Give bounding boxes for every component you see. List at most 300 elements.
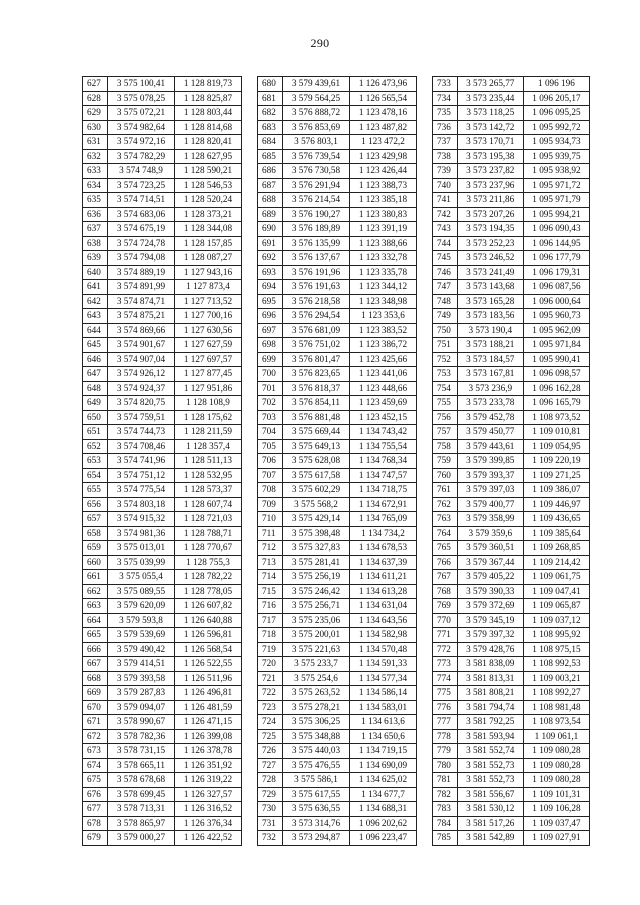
y-coordinate-cell: 1 126 316,52 [175, 802, 242, 817]
table-row [258, 164, 417, 179]
x-coordinate-cell: 3 579 360,51 [457, 541, 523, 556]
y-coordinate-cell: 1 123 452,15 [350, 410, 417, 425]
x-coordinate-cell: 3 581 517,26 [457, 816, 523, 831]
y-coordinate-cell: 1 128 778,05 [175, 584, 242, 599]
y-coordinate-cell: 1 128 157,85 [175, 236, 242, 251]
x-coordinate-cell: 3 575 476,55 [283, 758, 350, 773]
y-coordinate-cell: 1 109 220,19 [523, 454, 589, 469]
table-row [83, 323, 242, 338]
table-row [258, 367, 417, 382]
x-coordinate-cell: 3 575 398,48 [283, 526, 350, 541]
table-row [433, 294, 590, 309]
y-coordinate-cell: 1 126 565,54 [350, 91, 417, 106]
table-row [83, 526, 242, 541]
table-row [83, 178, 242, 193]
x-coordinate-cell: 3 573 165,28 [457, 294, 523, 309]
y-coordinate-cell: 1 109 080,28 [523, 773, 589, 788]
point-number-cell: 673 [83, 744, 108, 759]
point-number-cell: 782 [433, 787, 458, 802]
y-coordinate-cell: 1 128 532,95 [175, 468, 242, 483]
x-coordinate-cell: 3 574 683,06 [108, 207, 175, 222]
table-row [258, 91, 417, 106]
y-coordinate-cell: 1 109 271,25 [523, 468, 589, 483]
x-coordinate-cell: 3 573 246,52 [457, 251, 523, 266]
table-row [258, 323, 417, 338]
x-coordinate-cell: 3 579 405,22 [457, 570, 523, 585]
table-row [83, 744, 242, 759]
x-coordinate-cell: 3 575 100,41 [108, 77, 175, 92]
table-row [433, 729, 590, 744]
point-number-cell: 695 [258, 294, 283, 309]
point-number-cell: 725 [258, 729, 283, 744]
y-coordinate-cell: 1 108 981,48 [523, 700, 589, 715]
point-number-cell: 737 [433, 135, 458, 150]
x-coordinate-cell: 3 578 990,67 [108, 715, 175, 730]
table-row [258, 454, 417, 469]
y-coordinate-cell: 1 095 990,41 [523, 352, 589, 367]
table-row [83, 77, 242, 92]
y-coordinate-cell: 1 126 596,81 [175, 628, 242, 643]
y-coordinate-cell: 1 134 768,34 [350, 454, 417, 469]
x-coordinate-cell: 3 576 294,54 [283, 309, 350, 324]
table-row [83, 773, 242, 788]
table-row [83, 396, 242, 411]
table-row [433, 280, 590, 295]
table-row [258, 686, 417, 701]
point-number-cell: 717 [258, 613, 283, 628]
x-coordinate-cell: 3 576 854,11 [283, 396, 350, 411]
table-row [258, 497, 417, 512]
point-number-cell: 636 [83, 207, 108, 222]
y-coordinate-cell: 1 109 010,81 [523, 425, 589, 440]
x-coordinate-cell: 3 575 628,08 [283, 454, 350, 469]
y-coordinate-cell: 1 109 037,12 [523, 613, 589, 628]
point-number-cell: 774 [433, 671, 458, 686]
y-coordinate-cell: 1 134 719,15 [350, 744, 417, 759]
x-coordinate-cell: 3 573 143,68 [457, 280, 523, 295]
point-number-cell: 701 [258, 381, 283, 396]
y-coordinate-cell: 1 095 934,73 [523, 135, 589, 150]
x-coordinate-cell: 3 575 649,13 [283, 439, 350, 454]
x-coordinate-cell: 3 579 000,27 [108, 831, 175, 846]
x-coordinate-cell: 3 581 552,74 [457, 744, 523, 759]
point-number-cell: 766 [433, 555, 458, 570]
y-coordinate-cell: 1 127 877,45 [175, 367, 242, 382]
table-row [433, 251, 590, 266]
table-row [433, 773, 590, 788]
y-coordinate-cell: 1 127 630,56 [175, 323, 242, 338]
x-coordinate-cell: 3 576 191,63 [283, 280, 350, 295]
y-coordinate-cell: 1 109 080,28 [523, 758, 589, 773]
table-row [83, 251, 242, 266]
y-coordinate-cell: 1 128 546,53 [175, 178, 242, 193]
x-coordinate-cell: 3 574 775,54 [108, 483, 175, 498]
y-coordinate-cell: 1 134 637,39 [350, 555, 417, 570]
x-coordinate-cell: 3 579 390,33 [457, 584, 523, 599]
x-coordinate-cell: 3 575 278,21 [283, 700, 350, 715]
point-number-cell: 683 [258, 120, 283, 135]
y-coordinate-cell: 1 109 446,97 [523, 497, 589, 512]
table-row [433, 338, 590, 353]
table-row [258, 642, 417, 657]
y-coordinate-cell: 1 134 613,6 [350, 715, 417, 730]
table-row [258, 758, 417, 773]
table-row [433, 497, 590, 512]
x-coordinate-cell: 3 575 602,29 [283, 483, 350, 498]
point-number-cell: 669 [83, 686, 108, 701]
point-number-cell: 735 [433, 106, 458, 121]
point-number-cell: 651 [83, 425, 108, 440]
point-number-cell: 681 [258, 91, 283, 106]
x-coordinate-cell: 3 573 237,82 [457, 164, 523, 179]
table-row [83, 468, 242, 483]
x-coordinate-cell: 3 575 254,6 [283, 671, 350, 686]
x-coordinate-cell: 3 578 782,36 [108, 729, 175, 744]
y-coordinate-cell: 1 134 690,09 [350, 758, 417, 773]
table-row [433, 483, 590, 498]
table-row [83, 265, 242, 280]
y-coordinate-cell: 1 126 327,57 [175, 787, 242, 802]
table-row [83, 164, 242, 179]
y-coordinate-cell: 1 134 583,01 [350, 700, 417, 715]
y-coordinate-cell: 1 096 202,62 [350, 816, 417, 831]
y-coordinate-cell: 1 128 211,59 [175, 425, 242, 440]
point-number-cell: 659 [83, 541, 108, 556]
y-coordinate-cell: 1 109 386,07 [523, 483, 589, 498]
y-coordinate-cell: 1 109 101,31 [523, 787, 589, 802]
table-row [83, 410, 242, 425]
point-number-cell: 639 [83, 251, 108, 266]
x-coordinate-cell: 3 575 233,7 [283, 657, 350, 672]
table-row [83, 352, 242, 367]
point-number-cell: 760 [433, 468, 458, 483]
point-number-cell: 754 [433, 381, 458, 396]
y-coordinate-cell: 1 109 080,28 [523, 744, 589, 759]
point-number-cell: 714 [258, 570, 283, 585]
y-coordinate-cell: 1 134 734,2 [350, 526, 417, 541]
table-row [258, 599, 417, 614]
point-number-cell: 694 [258, 280, 283, 295]
table-row [433, 439, 590, 454]
x-coordinate-cell: 3 579 414,51 [108, 657, 175, 672]
table-row [258, 236, 417, 251]
x-coordinate-cell: 3 573 241,49 [457, 265, 523, 280]
y-coordinate-cell: 1 128 788,71 [175, 526, 242, 541]
x-coordinate-cell: 3 576 681,09 [283, 323, 350, 338]
table-row [433, 599, 590, 614]
point-number-cell: 657 [83, 512, 108, 527]
point-number-cell: 783 [433, 802, 458, 817]
table-row [433, 831, 590, 846]
point-number-cell: 710 [258, 512, 283, 527]
table-row [258, 352, 417, 367]
table-row [83, 91, 242, 106]
point-number-cell: 708 [258, 483, 283, 498]
table-row [83, 439, 242, 454]
x-coordinate-cell: 3 576 218,58 [283, 294, 350, 309]
y-coordinate-cell: 1 134 677,7 [350, 787, 417, 802]
x-coordinate-cell: 3 575 221,63 [283, 642, 350, 657]
table-row [433, 410, 590, 425]
point-number-cell: 685 [258, 149, 283, 164]
y-coordinate-cell: 1 123 353,6 [350, 309, 417, 324]
y-coordinate-cell: 1 127 700,16 [175, 309, 242, 324]
point-number-cell: 772 [433, 642, 458, 657]
point-number-cell: 726 [258, 744, 283, 759]
table-row [433, 135, 590, 150]
x-coordinate-cell: 3 576 739,54 [283, 149, 350, 164]
y-coordinate-cell: 1 134 591,33 [350, 657, 417, 672]
y-coordinate-cell: 1 134 718,75 [350, 483, 417, 498]
point-number-cell: 653 [83, 454, 108, 469]
x-coordinate-cell: 3 579 564,25 [283, 91, 350, 106]
x-coordinate-cell: 3 575 246,42 [283, 584, 350, 599]
table-row [83, 425, 242, 440]
y-coordinate-cell: 1 126 481,59 [175, 700, 242, 715]
x-coordinate-cell: 3 579 372,69 [457, 599, 523, 614]
y-coordinate-cell: 1 134 650,6 [350, 729, 417, 744]
y-coordinate-cell: 1 109 003,21 [523, 671, 589, 686]
point-number-cell: 658 [83, 526, 108, 541]
table-row [258, 338, 417, 353]
coordinate-tables [82, 76, 590, 843]
table-row [83, 671, 242, 686]
point-number-cell: 642 [83, 294, 108, 309]
x-coordinate-cell: 3 576 801,47 [283, 352, 350, 367]
table-row [433, 526, 590, 541]
y-coordinate-cell: 1 134 570,48 [350, 642, 417, 657]
page-number: 290 [310, 36, 330, 50]
y-coordinate-cell: 1 128 511,13 [175, 454, 242, 469]
point-number-cell: 645 [83, 338, 108, 353]
table-row [83, 584, 242, 599]
point-number-cell: 727 [258, 758, 283, 773]
point-number-cell: 722 [258, 686, 283, 701]
point-number-cell: 671 [83, 715, 108, 730]
point-number-cell: 630 [83, 120, 108, 135]
point-number-cell: 780 [433, 758, 458, 773]
y-coordinate-cell: 1 126 319,22 [175, 773, 242, 788]
y-coordinate-cell: 1 123 478,16 [350, 106, 417, 121]
y-coordinate-cell: 1 128 357,4 [175, 439, 242, 454]
y-coordinate-cell: 1 096 223,47 [350, 831, 417, 846]
y-coordinate-cell: 1 128 814,68 [175, 120, 242, 135]
x-coordinate-cell: 3 579 399,85 [457, 454, 523, 469]
point-number-cell: 748 [433, 294, 458, 309]
x-coordinate-cell: 3 574 901,67 [108, 338, 175, 353]
table-row [433, 106, 590, 121]
table-row [433, 164, 590, 179]
point-number-cell: 677 [83, 802, 108, 817]
table-row [258, 657, 417, 672]
y-coordinate-cell: 1 128 825,87 [175, 91, 242, 106]
table-row [83, 642, 242, 657]
x-coordinate-cell: 3 573 183,56 [457, 309, 523, 324]
table-row [258, 671, 417, 686]
y-coordinate-cell: 1 095 960,73 [523, 309, 589, 324]
x-coordinate-cell: 3 576 191,96 [283, 265, 350, 280]
table-row [433, 613, 590, 628]
point-number-cell: 690 [258, 222, 283, 237]
y-coordinate-cell: 1 096 000,64 [523, 294, 589, 309]
point-number-cell: 709 [258, 497, 283, 512]
point-number-cell: 769 [433, 599, 458, 614]
table-row [433, 352, 590, 367]
table-row [258, 193, 417, 208]
x-coordinate-cell: 3 581 838,09 [457, 657, 523, 672]
y-coordinate-cell: 1 096 165,79 [523, 396, 589, 411]
y-coordinate-cell: 1 123 348,98 [350, 294, 417, 309]
point-number-cell: 753 [433, 367, 458, 382]
point-number-cell: 641 [83, 280, 108, 295]
point-number-cell: 707 [258, 468, 283, 483]
point-number-cell: 637 [83, 222, 108, 237]
x-coordinate-cell: 3 574 759,51 [108, 410, 175, 425]
y-coordinate-cell: 1 123 388,66 [350, 236, 417, 251]
y-coordinate-cell: 1 095 971,72 [523, 178, 589, 193]
table-row [83, 309, 242, 324]
point-number-cell: 778 [433, 729, 458, 744]
x-coordinate-cell: 3 579 490,42 [108, 642, 175, 657]
table-row [433, 323, 590, 338]
point-number-cell: 691 [258, 236, 283, 251]
point-number-cell: 668 [83, 671, 108, 686]
x-coordinate-cell: 3 574 794,08 [108, 251, 175, 266]
point-number-cell: 667 [83, 657, 108, 672]
point-number-cell: 648 [83, 381, 108, 396]
x-coordinate-cell: 3 573 167,81 [457, 367, 523, 382]
point-number-cell: 736 [433, 120, 458, 135]
x-coordinate-cell: 3 576 881,48 [283, 410, 350, 425]
table-row [258, 584, 417, 599]
point-number-cell: 718 [258, 628, 283, 643]
y-coordinate-cell: 1 126 496,81 [175, 686, 242, 701]
table-row [433, 77, 590, 92]
point-number-cell: 665 [83, 628, 108, 643]
point-number-cell: 773 [433, 657, 458, 672]
y-coordinate-cell: 1 128 573,37 [175, 483, 242, 498]
table-row [258, 802, 417, 817]
x-coordinate-cell: 3 573 235,44 [457, 91, 523, 106]
x-coordinate-cell: 3 574 782,29 [108, 149, 175, 164]
coordinate-table-1 [82, 76, 242, 846]
x-coordinate-cell: 3 575 568,2 [283, 497, 350, 512]
x-coordinate-cell: 3 581 593,94 [457, 729, 523, 744]
table-row [433, 758, 590, 773]
y-coordinate-cell: 1 108 992,53 [523, 657, 589, 672]
x-coordinate-cell: 3 573 184,57 [457, 352, 523, 367]
y-coordinate-cell: 1 108 973,52 [523, 410, 589, 425]
point-number-cell: 738 [433, 149, 458, 164]
y-coordinate-cell: 1 095 938,92 [523, 164, 589, 179]
y-coordinate-cell: 1 128 520,24 [175, 193, 242, 208]
x-coordinate-cell: 3 573 236,9 [457, 381, 523, 396]
y-coordinate-cell: 1 134 743,42 [350, 425, 417, 440]
point-number-cell: 676 [83, 787, 108, 802]
table-row [433, 178, 590, 193]
point-number-cell: 785 [433, 831, 458, 846]
point-number-cell: 728 [258, 773, 283, 788]
point-number-cell: 638 [83, 236, 108, 251]
table-row [258, 106, 417, 121]
x-coordinate-cell: 3 578 865,97 [108, 816, 175, 831]
point-number-cell: 699 [258, 352, 283, 367]
x-coordinate-cell: 3 579 359,6 [457, 526, 523, 541]
y-coordinate-cell: 1 123 441,06 [350, 367, 417, 382]
point-number-cell: 654 [83, 468, 108, 483]
y-coordinate-cell: 1 096 090,43 [523, 222, 589, 237]
table-row [258, 773, 417, 788]
x-coordinate-cell: 3 575 429,14 [283, 512, 350, 527]
table-row [83, 555, 242, 570]
y-coordinate-cell: 1 134 688,31 [350, 802, 417, 817]
x-coordinate-cell: 3 574 708,46 [108, 439, 175, 454]
table-row [258, 787, 417, 802]
table-row [258, 135, 417, 150]
table-row [83, 483, 242, 498]
y-coordinate-cell: 1 126 607,82 [175, 599, 242, 614]
x-coordinate-cell: 3 575 263,52 [283, 686, 350, 701]
table-row [433, 236, 590, 251]
table-row [433, 584, 590, 599]
point-number-cell: 723 [258, 700, 283, 715]
x-coordinate-cell: 3 576 189,89 [283, 222, 350, 237]
x-coordinate-cell: 3 575 055,4 [108, 570, 175, 585]
y-coordinate-cell: 1 126 378,78 [175, 744, 242, 759]
y-coordinate-cell: 1 128 373,21 [175, 207, 242, 222]
table-row [83, 599, 242, 614]
y-coordinate-cell: 1 096 144,95 [523, 236, 589, 251]
y-coordinate-cell: 1 123 386,72 [350, 338, 417, 353]
x-coordinate-cell: 3 573 195,38 [457, 149, 523, 164]
y-coordinate-cell: 1 109 037,47 [523, 816, 589, 831]
table-row [83, 193, 242, 208]
y-coordinate-cell: 1 128 175,62 [175, 410, 242, 425]
x-coordinate-cell: 3 574 982,64 [108, 120, 175, 135]
x-coordinate-cell: 3 579 620,09 [108, 599, 175, 614]
y-coordinate-cell: 1 126 568,54 [175, 642, 242, 657]
table-row [83, 802, 242, 817]
point-number-cell: 758 [433, 439, 458, 454]
table-row [83, 135, 242, 150]
x-coordinate-cell: 3 576 137,67 [283, 251, 350, 266]
table-row [258, 120, 417, 135]
table-row [258, 483, 417, 498]
y-coordinate-cell: 1 109 027,91 [523, 831, 589, 846]
table-row [258, 265, 417, 280]
table-row [258, 178, 417, 193]
point-number-cell: 711 [258, 526, 283, 541]
x-coordinate-cell: 3 574 926,12 [108, 367, 175, 382]
point-number-cell: 647 [83, 367, 108, 382]
point-number-cell: 716 [258, 599, 283, 614]
x-coordinate-cell: 3 575 235,06 [283, 613, 350, 628]
y-coordinate-cell: 1 126 640,88 [175, 613, 242, 628]
y-coordinate-cell: 1 096 179,31 [523, 265, 589, 280]
point-number-cell: 655 [83, 483, 108, 498]
table-row [433, 555, 590, 570]
x-coordinate-cell: 3 576 803,1 [283, 135, 350, 150]
point-number-cell: 689 [258, 207, 283, 222]
table-row [258, 715, 417, 730]
table-row [433, 657, 590, 672]
point-number-cell: 770 [433, 613, 458, 628]
y-coordinate-cell: 1 096 196 [523, 77, 589, 92]
point-number-cell: 693 [258, 265, 283, 280]
x-coordinate-cell: 3 576 214,54 [283, 193, 350, 208]
point-number-cell: 684 [258, 135, 283, 150]
y-coordinate-cell: 1 108 973,54 [523, 715, 589, 730]
